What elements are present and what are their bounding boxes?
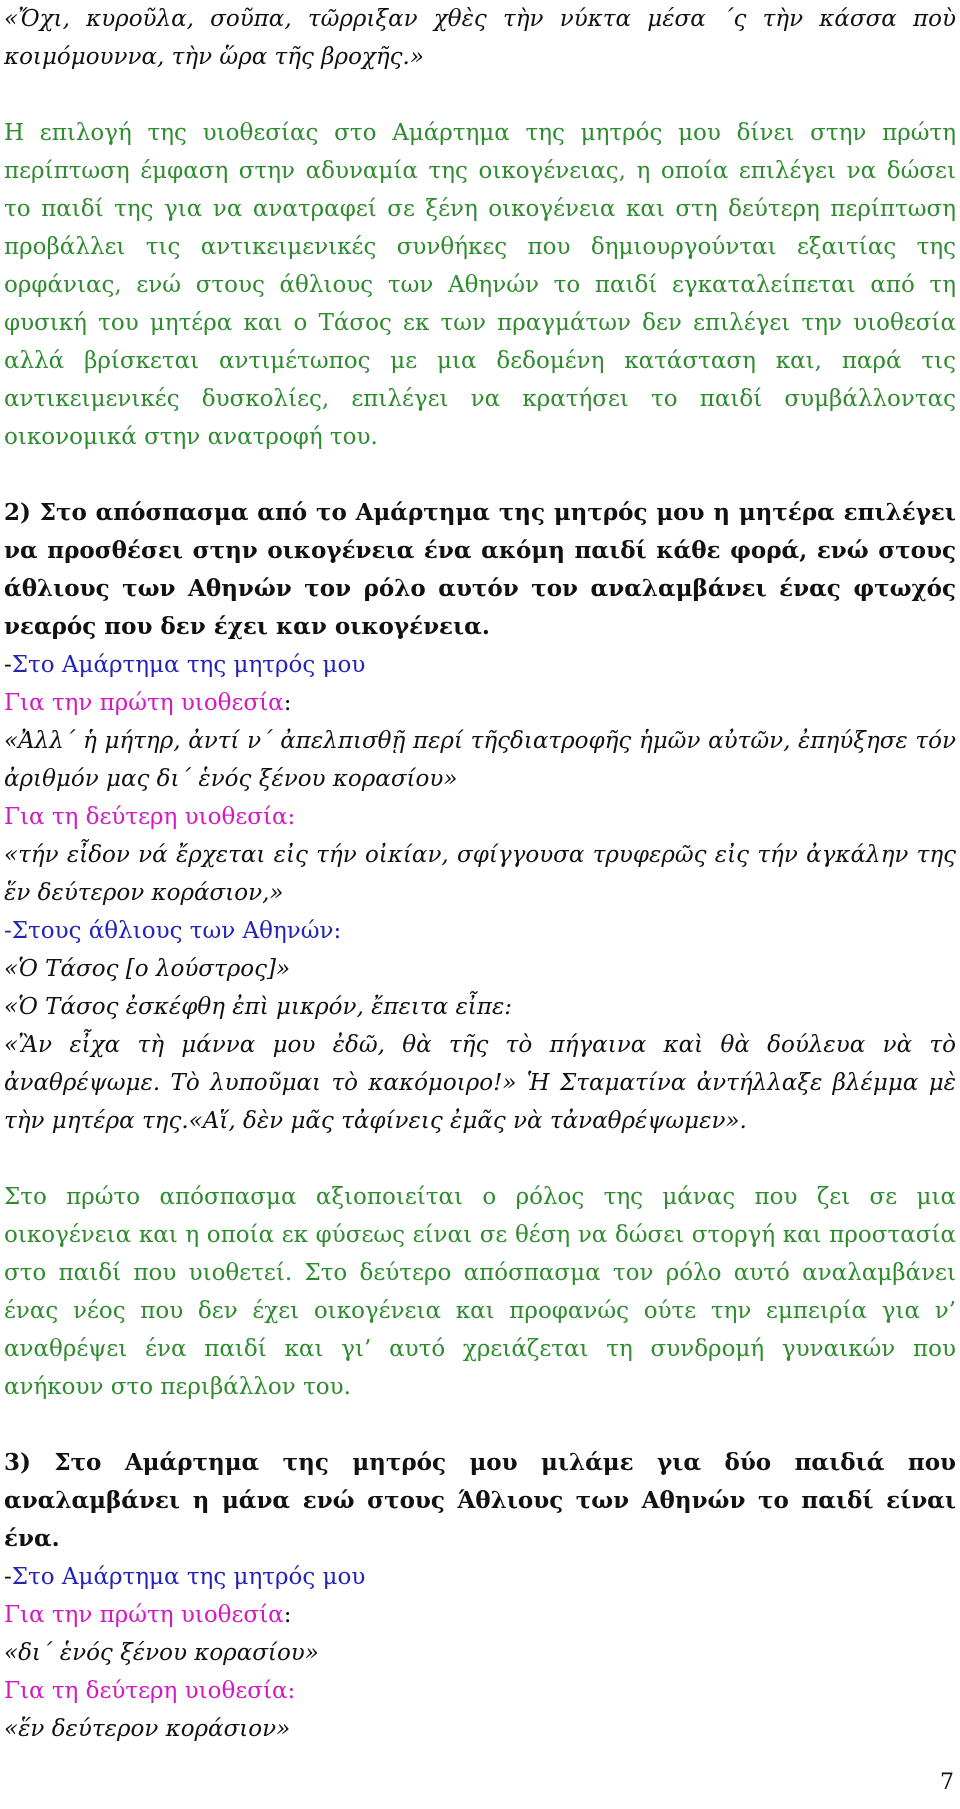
heading-dash: - bbox=[4, 1564, 12, 1590]
section2-first-adoption-label bbox=[4, 684, 956, 722]
label-colon: : bbox=[283, 1602, 292, 1628]
section2-second-quote: «τήν εἶδον νά ἔρχεται εἰς τήν οἰκίαν, σφίγγουσα τρυφερῶς εἰς τήν ἀγκάλην της ἕν δεύτερον κοράσιον,» bbox=[4, 842, 956, 906]
work-title: Στο Αμάρτημα της μητρός μου bbox=[11, 652, 366, 678]
section2-second-adoption-label: Για τη δεύτερη υιοθεσία: bbox=[4, 804, 296, 830]
question-3: 3) Στο Αμάρτημα της μητρός μου μιλάμε για δύο παιδιά που αναλαμβάνει η μάνα ενώ στους Άθλιους των Αθηνών το παιδί είναι ένα. bbox=[4, 1449, 956, 1552]
heading-dash: - bbox=[4, 652, 12, 678]
spacer bbox=[4, 456, 956, 494]
spacer bbox=[4, 76, 956, 114]
section3-second-adoption-label: Για τη δεύτερη υιοθεσία: bbox=[4, 1678, 296, 1704]
spacer bbox=[4, 1140, 956, 1178]
section3-second-quote: «ἕν δεύτερον κοράσιον» bbox=[4, 1716, 291, 1742]
opening-quote: «Ὄχι, κυροῦλα, σοῦπα, τῶρριξαν χθὲς τὴν νύκτα μέσα ΄ς τὴν κάσσα ποὺ κοιμόμουννα, τὴν ὥρα τῆς βροχῆς.» bbox=[4, 6, 956, 70]
section2-work-heading bbox=[4, 646, 956, 684]
question-2: 2) Στο απόσπασμα από το Αμάρτημα της μητρός μου η μητέρα επιλέγει να προσθέσει στην οικογένεια ένα ακόμη παιδί κάθε φορά, ενώ στους άθλιους των Αθηνών τον ρόλο αυτόν τον αναλαμβάνει ένας φτωχός νεαρός που δεν έχει καν οικογένεια. bbox=[4, 499, 956, 640]
label-colon: : bbox=[283, 690, 292, 716]
section3-first-adoption-label bbox=[4, 1596, 956, 1634]
section3-work-heading bbox=[4, 1558, 956, 1596]
page-number: 7 bbox=[940, 1770, 954, 1795]
athens-quote-1: «Ὁ Τάσος [ο λούστρος]» bbox=[4, 956, 291, 982]
first-adoption-label: Για την πρώτη υιοθεσία bbox=[4, 1602, 284, 1628]
section3-first-quote: «δι΄ ἑνός ξένου κορασίου» bbox=[4, 1640, 319, 1666]
first-adoption-label: Για την πρώτη υιοθεσία bbox=[4, 690, 284, 716]
page-content bbox=[4, 0, 956, 1748]
spacer bbox=[4, 1406, 956, 1444]
section2-first-quote: «Ἀλλ΄ ἡ μήτηρ, ἀντί ν΄ ἀπελπισθῇ περί τῆςδιατροφῆς ἡμῶν αὐτῶν, ἐπηύξησε τόν ἀριθμόν μας δι΄ ἑνός ξένου κορασίου» bbox=[4, 728, 956, 792]
section2-athens-heading: -Στους άθλιους των Αθηνών: bbox=[4, 918, 342, 944]
answer-paragraph-1: Η επιλογή της υιοθεσίας στο Αμάρτημα της μητρός μου δίνει στην πρώτη περίπτωση έμφαση στην αδυναμία της οικογένειας, η οποία επιλέγει να δώσει το παιδί της για να ανατραφεί σε ξένη οικογένεια και στη δεύτερη περίπτωση προβάλλει τις αντικειμενικές συνθήκες που δημιουργούνται εξαιτίας της ορφάνιας, ενώ στους άθλιους των Αθηνών το παιδί εγκαταλείπεται από τη φυσική του μητέρα και ο Τάσος εκ των πραγμάτων δεν επιλέγει την υιοθεσία αλλά βρίσκεται αντιμέτωπος με μια δεδομένη κατάσταση και, παρά τις αντικειμενικές δυσκολίες, επιλέγει να κρατήσει το παιδί συμβάλλοντας οικονομικά στην ανατροφή του. bbox=[4, 120, 956, 450]
answer-paragraph-2: Στο πρώτο απόσπασμα αξιοποιείται ο ρόλος της μάνας που ζει σε μια οικογένεια και η οποία εκ φύσεως είναι σε θέση να δώσει στοργή και προστασία στο παιδί που υιοθετεί. Στο δεύτερο απόσπασμα τον ρόλο αυτό αναλαμβάνει ένας νέος που δεν έχει οικογένεια και προφανώς ούτε την εμπειρία για ν’ αναθρέψει ένα παιδί και γι’ αυτό χρειάζεται τη συνδρομή γυναικών που ανήκουν στο περιβάλλον του. bbox=[4, 1184, 956, 1400]
athens-quote-2: «Ὁ Τάσος ἐσκέφθη ἐπὶ μικρόν, ἔπειτα εἶπε: bbox=[4, 994, 513, 1020]
athens-quote-3: «Ἂν εἶχα τὴ μάννα μου ἐδῶ, θὰ τῆς τὸ πήγαινα καὶ θὰ δούλευα νὰ τὸ ἀναθρέψωμε. Τὸ λυποῦμαι τὸ κακόμοιρο!» Ἡ Σταματίνα ἀντήλλαξε βλέμμα μὲ τὴν μητέρα της.«Αἵ, δὲν μᾶς τἀφίνεις ἐμᾶς νὰ τἀναθρέψωμεν». bbox=[4, 1032, 956, 1134]
work-title: Στο Αμάρτημα της μητρός μου bbox=[11, 1564, 366, 1590]
